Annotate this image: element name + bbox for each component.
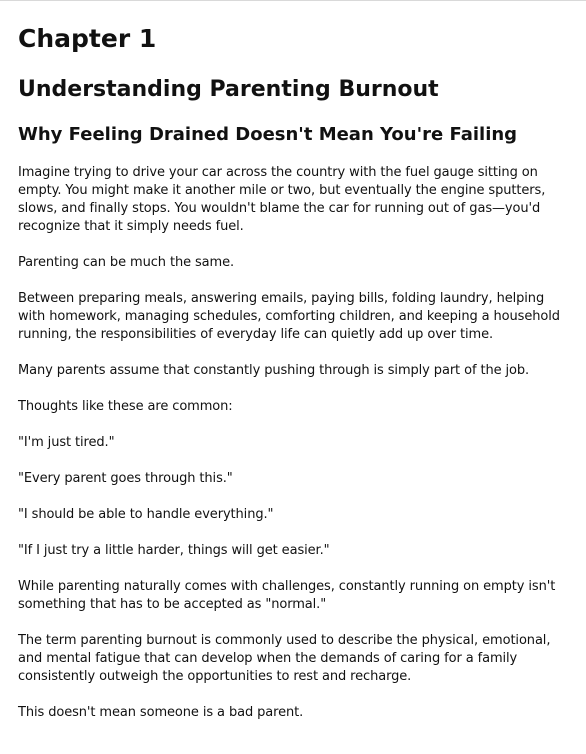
- chapter-label: Chapter 1: [18, 24, 157, 53]
- paragraph: Many parents assume that constantly pushing through is simply part of the job.: [18, 363, 530, 378]
- paragraph: This doesn't mean someone is a bad parent.: [18, 705, 304, 720]
- quote-paragraph: "If I just try a little harder, things will get easier.": [18, 543, 330, 558]
- top-divider: [0, 0, 586, 1]
- paragraph: Parenting can be much the same.: [18, 255, 235, 270]
- quote-paragraph: "I should be able to handle everything.": [18, 507, 274, 522]
- paragraph: The term parenting burnout is commonly used to describe the physical, emotional, and mental fatigue that can develop when the demands of caring for a family consistently outweigh the opportunities to rest and recharge.: [18, 633, 551, 684]
- section-subtitle: Why Feeling Drained Doesn't Mean You're Failing: [18, 124, 518, 145]
- paragraph: Thoughts like these are common:: [18, 399, 233, 414]
- chapter-title: Understanding Parenting Burnout: [18, 77, 439, 102]
- paragraph: Imagine trying to drive your car across the country with the fuel gauge sitting on empty. You might make it another mile or two, but eventually the engine sputters, slows, and finally stops. You wouldn't blame the car for running out of gas—you'd recognize that it simply needs fuel.: [18, 165, 546, 234]
- quote-paragraph: "I'm just tired.": [18, 435, 115, 450]
- paragraph: Between preparing meals, answering emails, paying bills, folding laundry, helping with homework, managing schedules, comforting children, and keeping a household running, the responsibilities of everyday life can quietly add up over time.: [18, 291, 560, 342]
- body-text: [18, 164, 570, 740]
- quote-paragraph: "Every parent goes through this.": [18, 471, 233, 486]
- paragraph: While parenting naturally comes with challenges, constantly running on empty isn't something that has to be accepted as "normal.": [18, 579, 556, 612]
